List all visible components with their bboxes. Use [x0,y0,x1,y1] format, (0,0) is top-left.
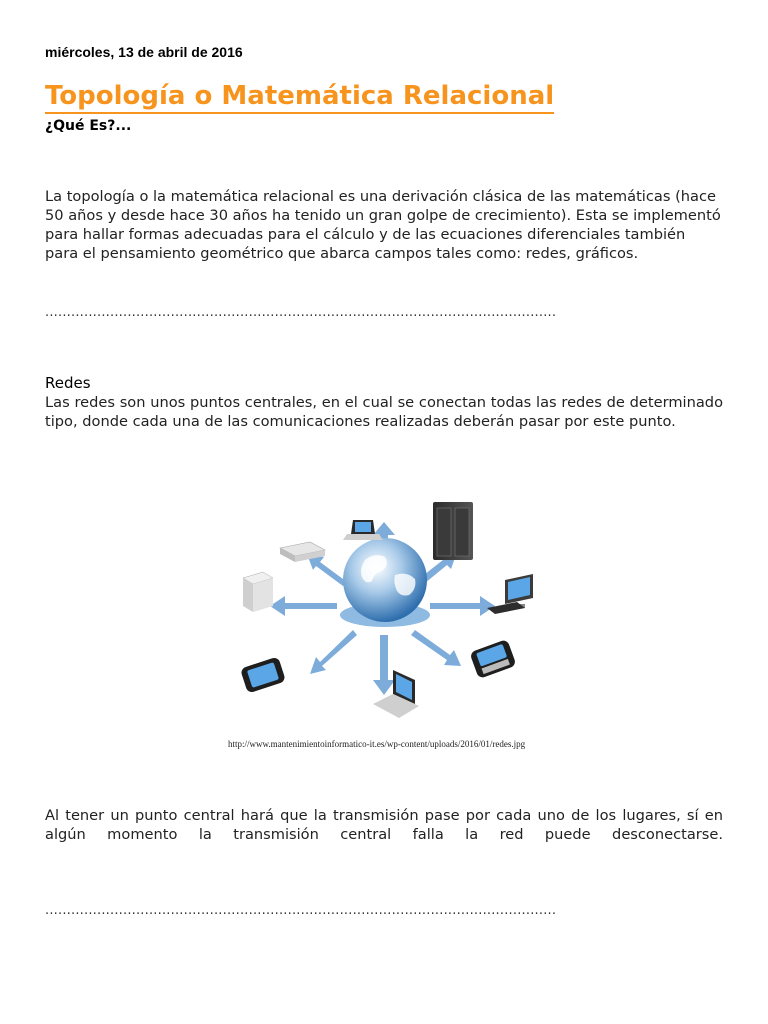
arrow-down-icon [373,635,395,695]
arrow-right-icon [430,596,495,616]
conclusion-paragraph: Al tener un punto central hará que la transmisión pase por cada uno de los lugares, sí en algún momento la transmisión central falla la red puede desconectarse. [45,807,723,843]
dotted-separator: ...................................................................................................................... [45,305,557,320]
section-heading-redes: Redes [45,374,91,392]
laptop-bottom-icon [373,670,419,718]
monitor-icon [487,574,533,614]
network-illustration [225,490,545,730]
intro-paragraph: La topología o la matemática relacional es una derivación clásica de las matemáticas (hace 50 años y desde hace 30 años ha tenido un gran golpe de crecimiento). Esta se implementó para hallar formas adecuadas para el cálculo y de las ecuaciones diferenciales también para el pensamiento geométrico que abarca campos tales como: redes, gráficos. [45,188,721,262]
arrow-downright-icon [411,630,461,666]
arrow-downleft-icon [310,630,357,674]
server-rack-icon [433,502,473,560]
dotted-separator-bottom: ...................................................................................................................... [45,903,557,918]
smartphone-left-icon [240,656,286,693]
post-title[interactable]: Topología o Matemática Relacional [45,80,554,114]
arrow-upleft-icon [307,554,347,586]
laptop-top-icon [343,520,383,540]
smartphone-right-icon [469,639,516,679]
image-caption: http://www.mantenimientoinformatico-it.es/wp-content/uploads/2016/01/redes.jpg [228,739,526,749]
post-subtitle: ¿Qué Es?... [45,118,132,134]
post-date: miércoles, 13 de abril de 2016 [45,44,243,60]
arrow-left-icon [270,596,337,616]
desktop-tower-icon [243,572,273,612]
redes-paragraph: Las redes son unos puntos centrales, en el cual se conectan todas las redes de determinado tipo, donde cada una de las comunicaciones realizadas deberán pasar por este punto. [45,394,723,430]
